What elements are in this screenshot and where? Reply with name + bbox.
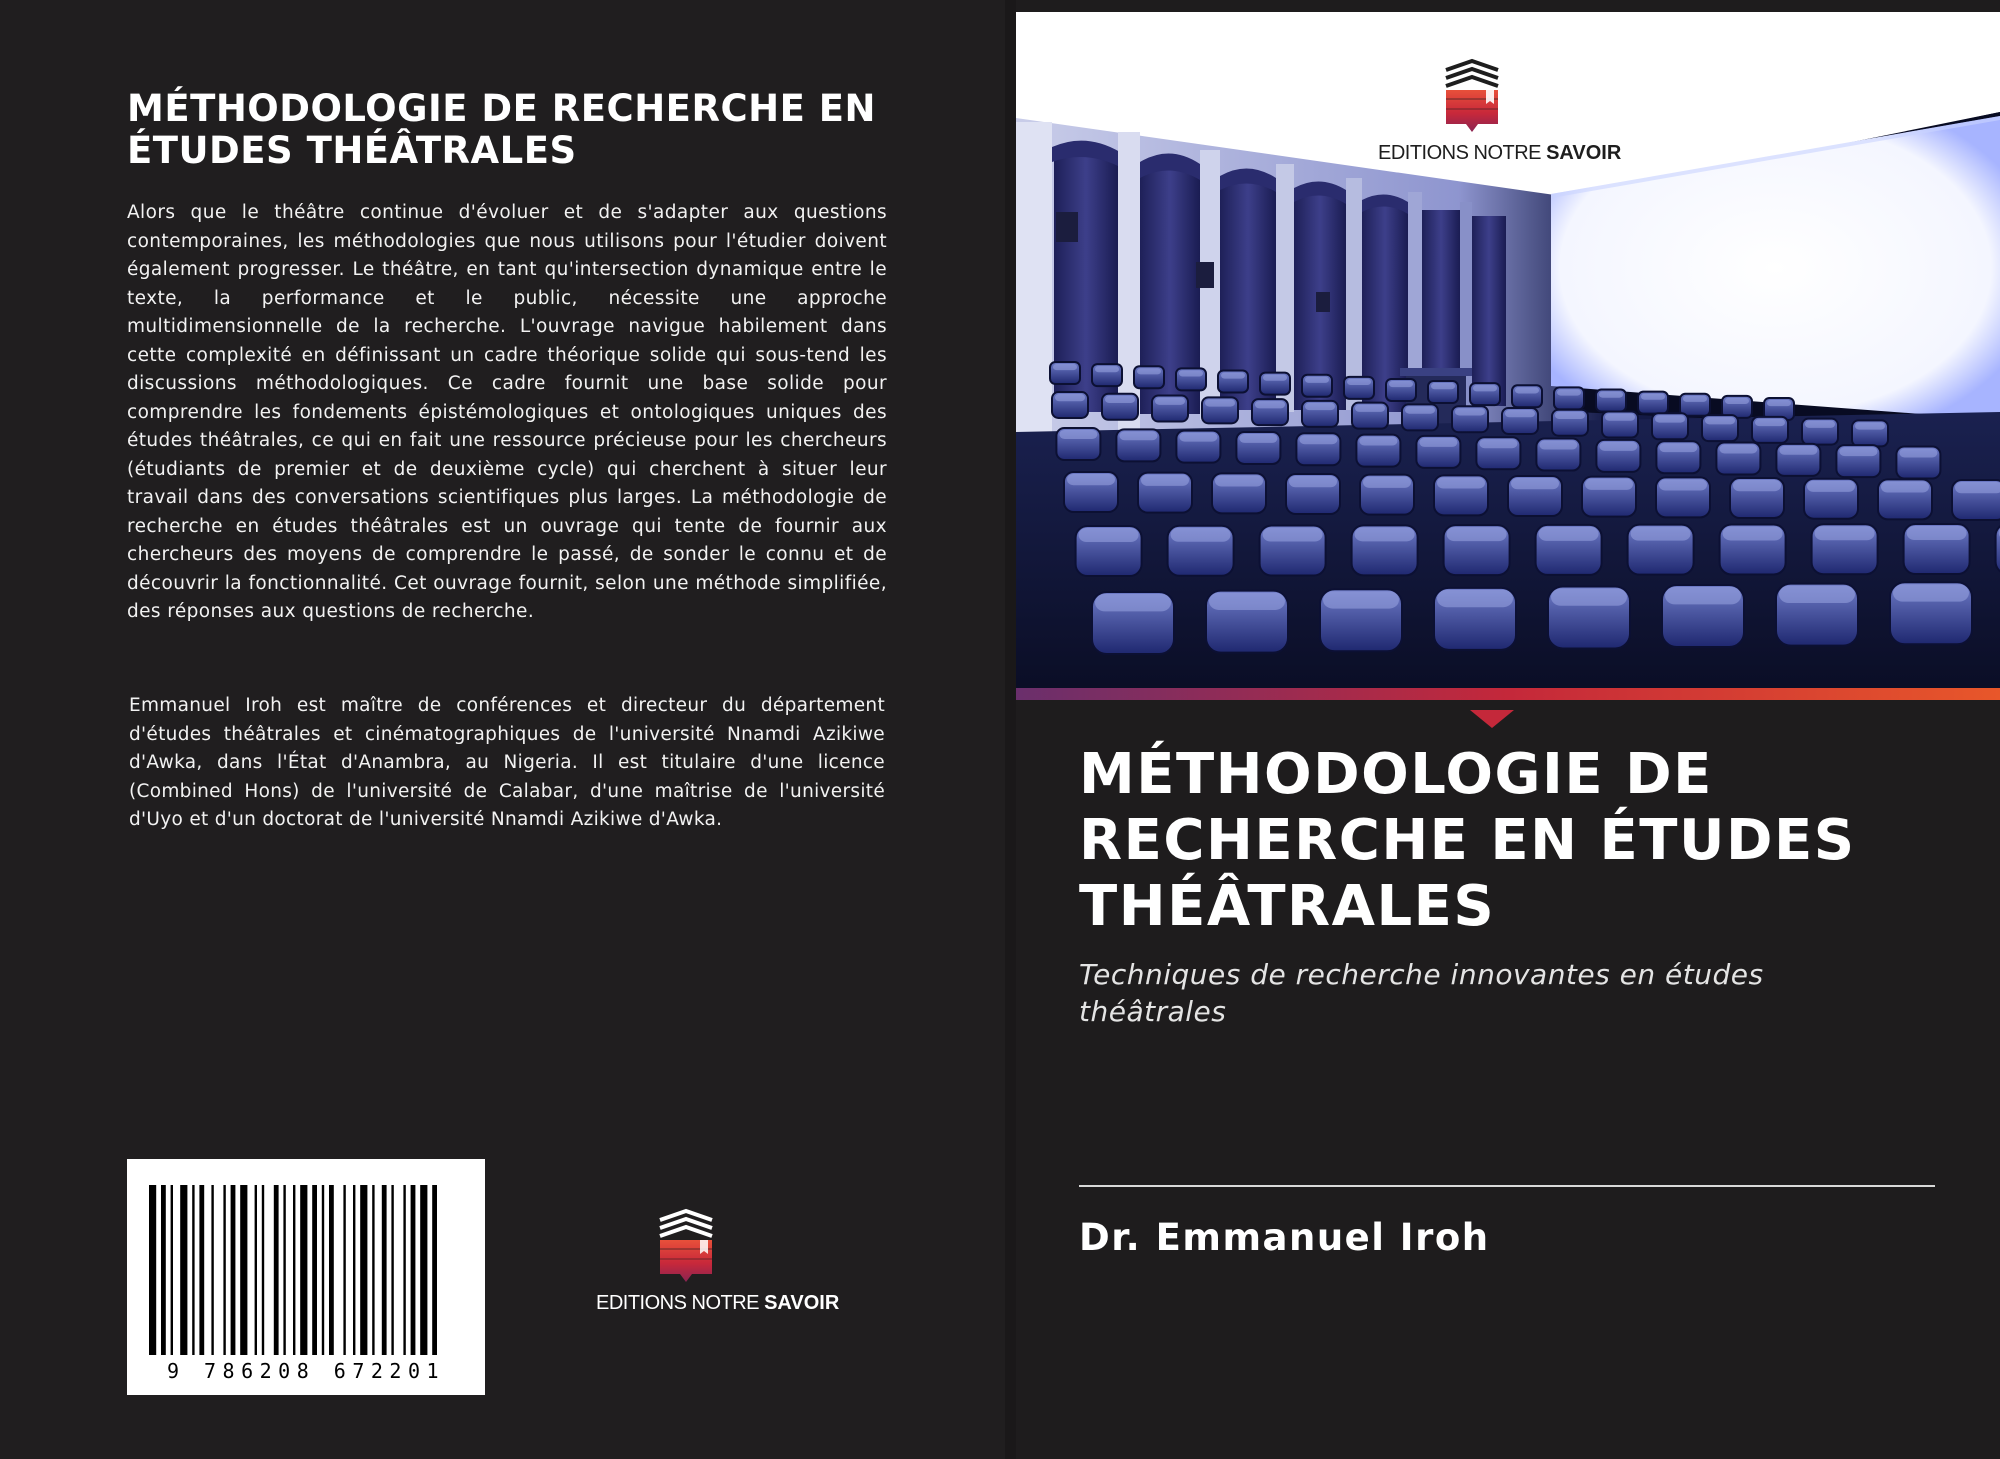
front-cover-subtitle: Techniques de recherche innovantes en études théâtrales xyxy=(1079,958,1764,1028)
barcode-bar xyxy=(353,1185,355,1355)
seat-highlight xyxy=(1141,475,1189,486)
stacked-books-icon xyxy=(1378,58,1638,138)
seat-highlight xyxy=(1055,394,1085,401)
seat-highlight xyxy=(1659,479,1707,490)
seat-highlight xyxy=(1359,437,1397,446)
barcode-bar xyxy=(149,1185,156,1355)
seat-highlight xyxy=(1479,439,1517,448)
publisher-name xyxy=(1378,142,1621,165)
seat-highlight xyxy=(1539,527,1599,541)
seat-highlight xyxy=(1725,398,1749,404)
barcode-bar xyxy=(411,1185,416,1355)
seat-highlight xyxy=(1299,435,1337,444)
barcode-bar xyxy=(322,1185,324,1355)
seat-highlight xyxy=(1555,412,1585,419)
seat-highlight xyxy=(1551,588,1627,605)
seat-highlight xyxy=(1955,482,2000,493)
seat-highlight xyxy=(1665,587,1741,604)
barcode-bar xyxy=(432,1185,437,1355)
seat-highlight xyxy=(1641,394,1665,400)
seat-highlight xyxy=(1515,387,1539,393)
seat-highlight xyxy=(1733,480,1781,491)
seat-highlight xyxy=(1215,475,1263,486)
seat-highlight xyxy=(1155,398,1185,405)
seat-highlight xyxy=(1209,593,1285,610)
seat-highlight xyxy=(1305,377,1329,383)
seat-highlight xyxy=(1455,408,1485,415)
barcode-bar xyxy=(300,1185,307,1355)
barcode-bar xyxy=(329,1185,334,1355)
seat-highlight xyxy=(1079,528,1139,542)
barcode-bar xyxy=(199,1185,204,1355)
seat-highlight xyxy=(1723,526,1783,540)
stacked-books-icon xyxy=(592,1206,832,1292)
seat-highlight xyxy=(1779,446,1817,455)
seat-highlight xyxy=(1171,528,1231,542)
seat-highlight xyxy=(1539,441,1577,450)
seat-highlight xyxy=(1839,447,1877,456)
barcode-bar xyxy=(274,1185,279,1355)
seat-highlight xyxy=(1631,527,1691,541)
front-publisher-logo xyxy=(1378,58,1638,168)
seat-highlight xyxy=(1053,364,1077,370)
publisher-name-bold: SAVOIR xyxy=(764,1292,840,1314)
seat-highlight xyxy=(1355,527,1415,541)
seat-highlight xyxy=(1323,591,1399,608)
seat-highlight xyxy=(1067,474,1115,485)
seat-highlight xyxy=(1815,526,1875,540)
seat-highlight xyxy=(1221,372,1245,378)
seat-highlight xyxy=(1263,528,1323,542)
seat-highlight xyxy=(1705,417,1735,424)
barcode-bar xyxy=(293,1185,295,1355)
seat-highlight xyxy=(1855,422,1885,429)
seat-highlight xyxy=(1095,594,1171,611)
seat-highlight xyxy=(1119,431,1157,440)
publisher-name xyxy=(596,1292,839,1315)
seat-highlight xyxy=(1437,590,1513,607)
seat-highlight xyxy=(1289,476,1337,487)
barcode-bar xyxy=(403,1185,405,1355)
back-publisher-logo xyxy=(592,1206,840,1316)
seat-highlight xyxy=(1205,399,1235,406)
back-cover-title: MÉTHODOLOGIE DE RECHERCHE EN ÉTUDES THÉÂTRALES xyxy=(127,87,876,172)
seat-highlight xyxy=(1893,584,1969,601)
seat-highlight xyxy=(1755,419,1785,426)
seat-highlight xyxy=(1683,396,1707,402)
seat-highlight xyxy=(1095,366,1119,372)
seat-highlight xyxy=(1899,448,1937,457)
seat-highlight xyxy=(1655,415,1685,422)
seat-highlight xyxy=(1389,381,1413,387)
seat-highlight xyxy=(1179,370,1203,376)
seat-highlight xyxy=(1719,445,1757,454)
seat-highlight xyxy=(1605,414,1635,421)
barcode-bar xyxy=(312,1185,317,1355)
seat-highlight xyxy=(1355,405,1385,412)
seat-highlight xyxy=(1363,477,1411,488)
seat-highlight xyxy=(1305,403,1335,410)
seat-highlight xyxy=(1255,401,1285,408)
seat-highlight xyxy=(1881,481,1929,492)
barcode-bar xyxy=(171,1185,173,1355)
barcode-bar xyxy=(180,1185,187,1355)
spine xyxy=(1005,0,1016,1459)
seat-highlight xyxy=(1767,400,1791,406)
seat-highlight xyxy=(1505,410,1535,417)
seat-highlight xyxy=(1405,406,1435,413)
seat-highlight xyxy=(1779,586,1855,603)
seat-highlight xyxy=(1105,396,1135,403)
front-cover-title: MÉTHODOLOGIE DE RECHERCHE EN ÉTUDES THÉÂTRALES xyxy=(1079,742,1856,939)
red-pointer-triangle xyxy=(1470,710,1514,728)
barcode-bar xyxy=(283,1185,285,1355)
barcode-bar xyxy=(192,1185,194,1355)
seat-highlight xyxy=(1585,479,1633,490)
barcode-bar xyxy=(360,1185,367,1355)
seat-highlight xyxy=(1437,477,1485,488)
seat-highlight xyxy=(1239,434,1277,443)
publisher-name-bold: SAVOIR xyxy=(1546,142,1622,164)
seat-highlight xyxy=(1431,383,1455,389)
barcode-bar xyxy=(240,1185,247,1355)
barcode-bar xyxy=(343,1185,345,1355)
seat-highlight xyxy=(1805,421,1835,428)
seat-highlight xyxy=(1473,385,1497,391)
barcode-bar xyxy=(262,1185,264,1355)
seat-highlight xyxy=(1447,527,1507,541)
seat-highlight xyxy=(1179,433,1217,442)
seat-highlight xyxy=(1263,375,1287,381)
seat-highlight xyxy=(1599,442,1637,451)
publisher-name-prefix: EDITIONS NOTRE xyxy=(596,1292,765,1314)
seat-highlight xyxy=(1807,481,1855,492)
barcode-bar xyxy=(231,1185,236,1355)
back-cover-blurb: Alors que le théâtre continue d'évoluer et de s'adapter aux questions contemporaines, les méthodologies que nous utilisons pour l'étudier doivent également progresser. Le théâtre, en tant qu'intersection dynamique entre le texte, la performance et le public, nécessite une approche multidimensionnelle de la recherche. L'ouvrage navigue habilement dans cette complexité en définissant un cadre théorique solide qui sous-tend les discussions méthodologiques. Ce cadre fournit une base solide pour comprendre les fondements épistémologiques et ontologiques uniques des études théâtrales, ce qui en fait une ressource précieuse pour les chercheurs (étudiants de premier et de deuxième cycle) qui cherchent à situer leur travail dans des conversations scientifiques plus larges. La méthodologie de recherche en études théâtrales est un ouvrage qui tente de fournir aux chercheurs des moyens de comprendre le passé, de sonder le connu et de découvrir la fonctionnalité. Cet ouvrage fournit, selon une méthode simplifiée, des réponses aux questions de recherche. xyxy=(127,202,887,622)
seat-highlight xyxy=(1557,389,1581,395)
publisher-name-prefix: EDITIONS NOTRE xyxy=(1378,142,1547,164)
author-bio: Emmanuel Iroh est maître de conférences et directeur du département d'études théâtrales et cinématographiques de l'université Nnamdi Azikiwe d'Awka, dans l'État d'Anambra, au Nigeria. Il est titulaire d'une licence (Combined Hons) de l'université de Calabar, d'une maîtrise de l'université d'Uyo et d'un doctorat de l'université Nnamdi Azikiwe d'Awka. xyxy=(129,695,885,830)
seat-highlight xyxy=(1137,368,1161,374)
barcode-bar xyxy=(372,1185,374,1355)
isbn-barcode xyxy=(127,1159,485,1395)
seat-highlight xyxy=(1659,443,1697,452)
barcode-bar xyxy=(255,1185,257,1355)
barcode-bar xyxy=(211,1185,213,1355)
front-cover-author: Dr. Emmanuel Iroh xyxy=(1079,1216,1490,1259)
seat-highlight xyxy=(1907,526,1967,540)
barcode-bar xyxy=(420,1185,427,1355)
seat-highlight xyxy=(1059,430,1097,439)
barcode-bar xyxy=(223,1185,225,1355)
seat-highlight xyxy=(1419,438,1457,447)
seat-highlight xyxy=(1347,379,1371,385)
barcode-bar xyxy=(391,1185,393,1355)
seat-highlight xyxy=(1511,478,1559,489)
author-divider xyxy=(1079,1185,1935,1187)
barcode-bar xyxy=(161,1185,166,1355)
seat-highlight xyxy=(1599,392,1623,398)
barcode-number: 9 786208 672201 xyxy=(166,1359,446,1383)
barcode-bar xyxy=(382,1185,387,1355)
